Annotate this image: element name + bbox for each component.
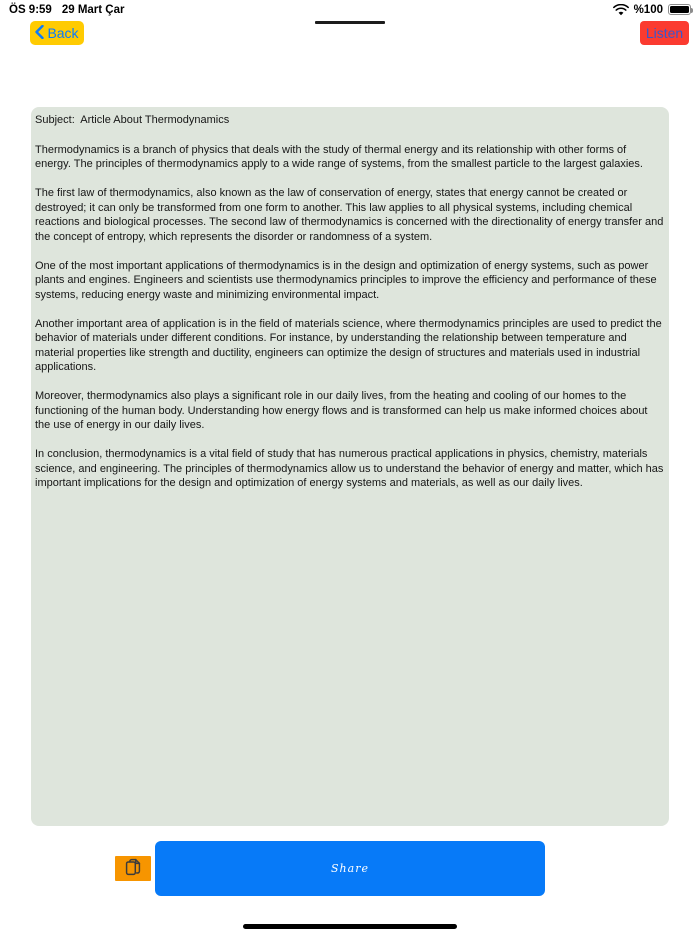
listen-button[interactable]	[640, 21, 689, 45]
status-bar	[0, 0, 700, 17]
home-indicator[interactable]	[243, 924, 457, 929]
battery-percent: %100	[633, 3, 663, 16]
article-paragraph: Thermodynamics is a branch of physics that deals with the study of thermal energy and its relationship with other forms of energy. The principles of thermodynamics apply to a wide range of systems, from the smallest particle to the largest galaxies.	[35, 143, 643, 170]
status-bar-right	[613, 4, 691, 16]
article-subject: Subject: Article About Thermodynamics	[35, 114, 230, 126]
wifi-icon	[613, 4, 629, 16]
share-button-label: Share	[331, 862, 369, 875]
article-paragraph: Moreover, thermodynamics also plays a significant role in our daily lives, from the heating and cooling of our homes to the functioning of the human body. Understanding how energy flows and is transformed can help us make informed choices about the use of energy in our daily lives.	[35, 390, 648, 431]
battery-fill	[670, 6, 689, 13]
article-paragraph: Another important area of application is in the field of materials science, where thermodynamics principles are used to predict the behavior of materials under different conditions. For instance, by understanding the relationship between temperature and material properties like strength and ductility, engineers can optimize the design of structures and materials used in industrial applications.	[35, 317, 662, 373]
status-bar-left	[9, 4, 124, 16]
article-paragraph: In conclusion, thermodynamics is a vital field of study that has numerous practical applications in physics, chemistry, materials science, and engineering. The principles of thermodynamics allow us to understand the behavior of energy and matter, which has important implications for the design and optimization of energy systems and materials, as well as our daily lives.	[35, 448, 664, 489]
status-time: ÖS 9:59	[9, 3, 52, 16]
share-button[interactable]	[155, 841, 545, 896]
article-text-view[interactable]	[31, 107, 669, 826]
article-paragraph: The first law of thermodynamics, also known as the law of conservation of energy, states that energy cannot be created or destroyed; it can only be transformed from one form to another. This law applies to all physical systems, including chemical reactions and biological processes. The second law of thermodynamics is concerned with the directionality of energy transfer and the concept of entropy, which represents the disorder or randomness of a system.	[35, 187, 664, 243]
back-button[interactable]	[30, 21, 84, 45]
back-button-label: Back	[47, 25, 79, 41]
camera-indicator-line	[315, 21, 385, 24]
listen-button-label: Listen	[645, 25, 684, 41]
battery-icon	[668, 4, 691, 15]
copy-button[interactable]	[115, 856, 151, 881]
article-paragraph: One of the most important applications of thermodynamics is in the design and optimization of energy systems, such as power plants and engines. Engineers and scientists use thermodynamics principles to improve the efficiency and performance of these systems, reducing energy waste and minimizing environmental impact.	[35, 259, 657, 301]
chevron-left-icon	[35, 25, 44, 42]
status-date: 29 Mart Çar	[61, 3, 125, 16]
copy-icon	[122, 856, 144, 881]
battery-nub	[691, 8, 693, 13]
